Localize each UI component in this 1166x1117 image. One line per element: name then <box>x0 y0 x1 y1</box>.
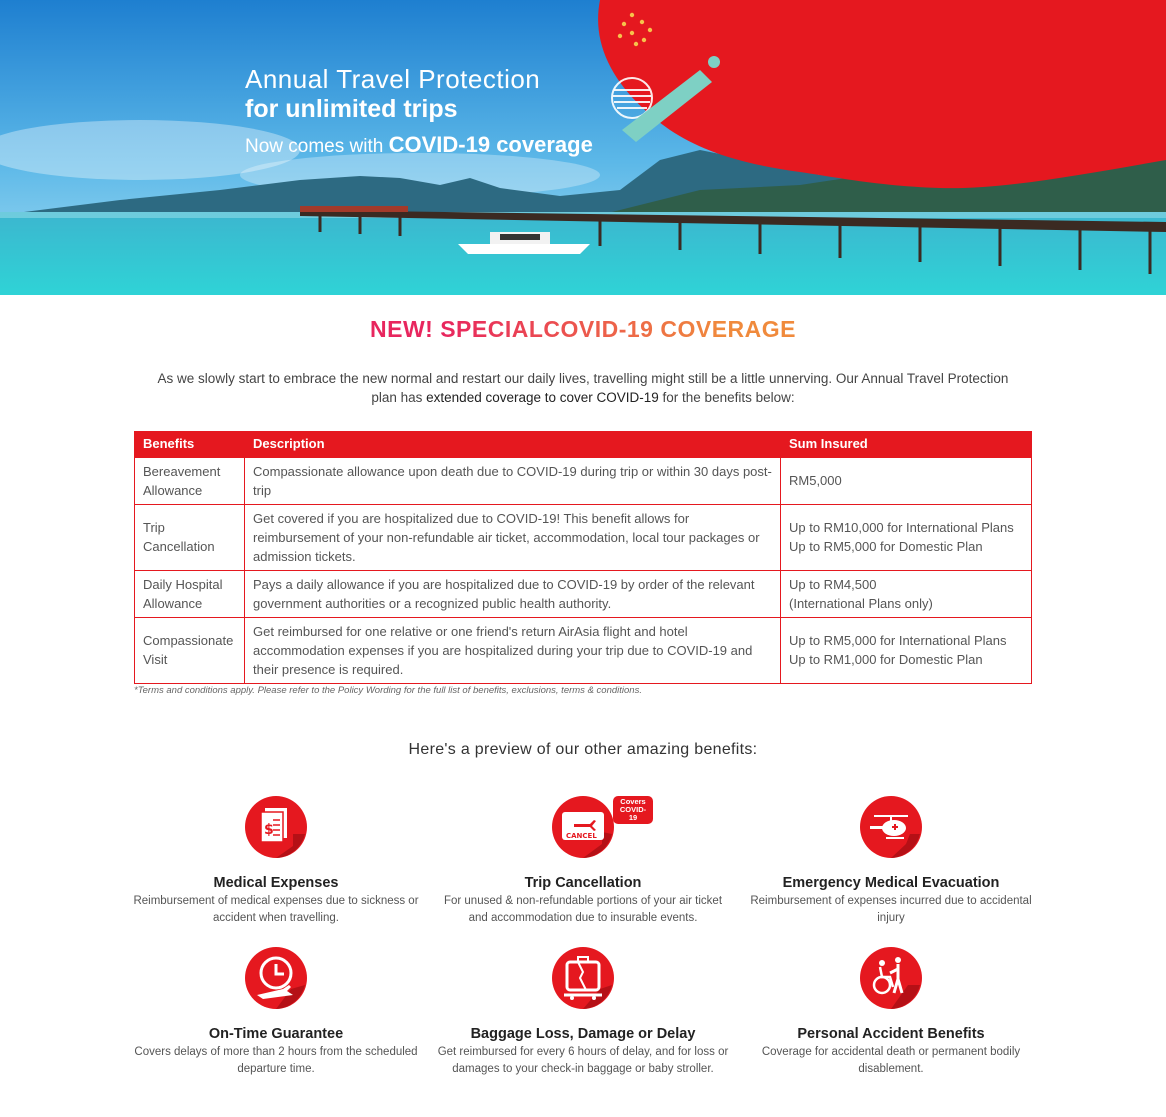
sum-line-1: Up to RM5,000 for International Plans <box>789 633 1007 648</box>
benefit-cell: Bereavement Allowance <box>135 457 245 504</box>
svg-text:$: $ <box>264 822 274 838</box>
description-cell: Pays a daily allowance if you are hospitalized due to COVID-19 by order of the relevant government authorities or a recognized public health authority. <box>245 570 781 617</box>
helicopter-icon <box>858 794 924 860</box>
preview-title: Here's a preview of our other amazing benefits: <box>408 741 758 758</box>
benefit-card-trip-cancellation <box>433 794 733 927</box>
table-row <box>135 570 1032 617</box>
cancel-ticket-icon <box>550 794 616 860</box>
clock-plane-icon <box>243 945 309 1011</box>
hero-tagline-bold: COVID-19 coverage <box>388 132 593 157</box>
description-cell: Compassionate allowance upon death due to COVID-19 during trip or within 30 days post-trip <box>245 457 781 504</box>
description-cell: Get reimbursed for one relative or one friend's return AirAsia flight and hotel accommodation expenses if you are hospitalized during your trip due to COVID-19 and their presence is required. <box>245 617 781 683</box>
header-benefits: Benefits <box>135 431 245 457</box>
hero-subheading: for unlimited trips <box>245 95 458 123</box>
sum-line-2: Up to RM5,000 for Domestic Plan <box>789 539 983 554</box>
hero-banner <box>0 0 1166 295</box>
section-title <box>0 316 1166 343</box>
header-sum-insured: Sum Insured <box>781 431 1032 457</box>
sum-line-1: RM5,000 <box>789 473 842 488</box>
sum-cell <box>781 617 1032 683</box>
card-description: Reimbursement of expenses incurred due to accidental injury <box>750 895 1032 924</box>
description-cell: Get covered if you are hospitalized due to COVID-19! This benefit allows for reimbursement of your non-refundable air ticket, accommodation, local tour packages or admission tickets. <box>245 504 781 570</box>
benefit-card-evacuation <box>741 794 1041 927</box>
intro-text-bold: extended coverage to cover COVID-19 <box>426 390 659 405</box>
ticket-cancel-label: CANCEL <box>566 832 597 840</box>
sum-cell <box>781 570 1032 617</box>
benefit-cell: Compassionate Visit <box>135 617 245 683</box>
benefit-card-baggage <box>433 945 733 1078</box>
covid-benefits-table <box>134 431 1032 684</box>
sum-cell <box>781 504 1032 570</box>
card-description: For unused & non-refundable portions of your air ticket and accommodation due to insurable events. <box>443 895 723 924</box>
hero-text <box>245 64 593 160</box>
broken-luggage-icon <box>550 945 616 1011</box>
table-row <box>135 504 1032 570</box>
benefit-cell: Trip Cancellation <box>135 504 245 570</box>
hero-heading: Annual Travel Protection <box>245 64 541 94</box>
card-title: Trip Cancellation <box>524 875 642 891</box>
card-title: Medical Expenses <box>213 875 339 891</box>
intro-text-2: for the benefits below: <box>658 390 795 405</box>
intro-paragraph <box>150 369 1016 407</box>
card-title: Emergency Medical Evacuation <box>782 875 1000 891</box>
card-description: Covers delays of more than 2 hours from the scheduled departure time. <box>134 1046 418 1075</box>
section-title-covid: COVID-19 COVERAGE <box>543 316 796 342</box>
card-title: Personal Accident Benefits <box>797 1026 985 1042</box>
card-description: Get reimbursed for every 6 hours of delay, and for loss or damages to your check-in baggage or baby stroller. <box>437 1046 729 1075</box>
sum-line-2: (International Plans only) <box>789 595 933 611</box>
benefit-cell: Daily Hospital Allowance <box>135 570 245 617</box>
covers-covid-badge: Covers COVID-19 <box>613 796 653 824</box>
wheelchair-icon <box>858 945 924 1011</box>
terms-note: *Terms and conditions apply. Please refer to the Policy Wording for the full list of benefits, exclusions, terms & conditions. <box>134 685 642 696</box>
table-row <box>135 457 1032 504</box>
benefit-card-medical <box>126 794 426 927</box>
sum-cell <box>781 457 1032 504</box>
card-description: Reimbursement of medical expenses due to sickness or accident when travelling. <box>133 895 419 924</box>
sum-line-1: Up to RM4,500 <box>789 576 877 592</box>
card-title: On-Time Guarantee <box>208 1026 344 1042</box>
hero-tagline <box>245 132 593 160</box>
benefit-card-on-time <box>126 945 426 1078</box>
table-header-row <box>135 431 1032 457</box>
hero-tagline-prefix: Now comes with <box>245 136 389 157</box>
sum-line-2: Up to RM1,000 for Domestic Plan <box>789 652 983 667</box>
sum-line-1: Up to RM10,000 for International Plans <box>789 520 1014 535</box>
table-row <box>135 617 1032 683</box>
section-title-new: NEW! SPECIAL <box>370 316 544 342</box>
card-description: Coverage for accidental death or permanent bodily disablement. <box>761 1046 1021 1075</box>
header-description: Description <box>245 431 781 457</box>
benefit-card-personal-accident <box>741 945 1041 1078</box>
card-title: Baggage Loss, Damage or Delay <box>470 1026 696 1042</box>
intro-text-1: As we slowly start to embrace the new normal and restart our daily lives, travelling might still be a little unnerving. Our Annual Travel Protection plan has <box>157 371 1009 405</box>
medical-bill-icon <box>243 794 309 860</box>
